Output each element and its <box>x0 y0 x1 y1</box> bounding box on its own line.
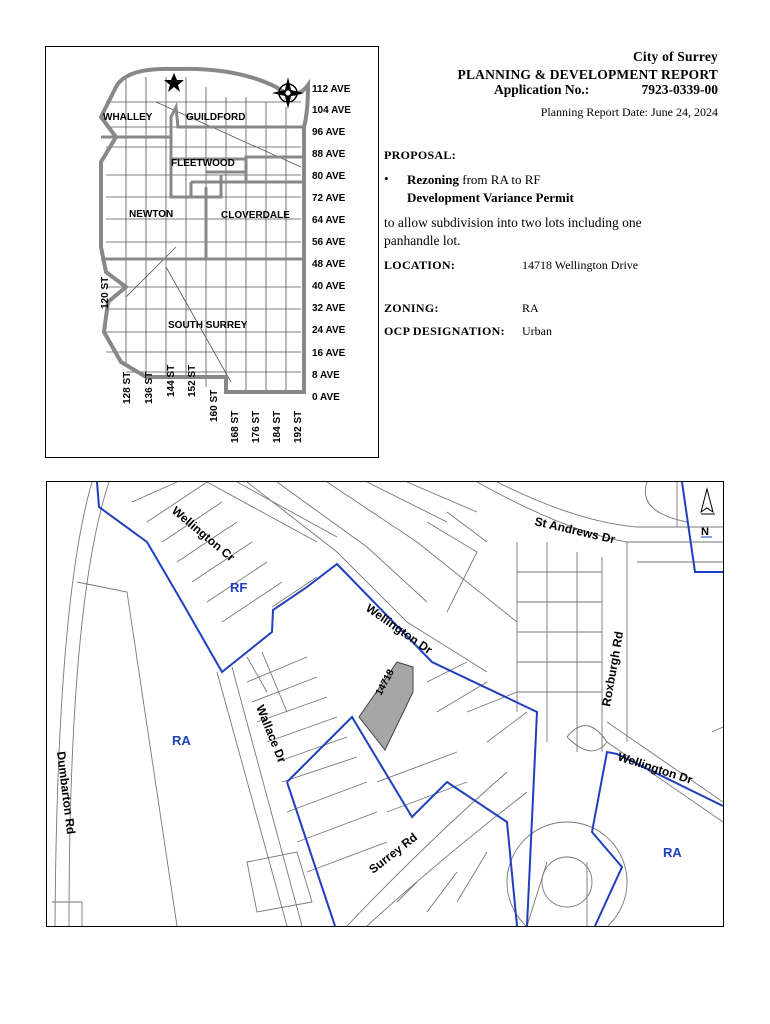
avenue-label: 8 AVE <box>312 370 340 381</box>
street-label-wellington-cr: Wellington Cr <box>169 503 238 565</box>
compass-icon <box>272 77 304 109</box>
report-date: Planning Report Date: June 24, 2024 <box>540 105 718 119</box>
area-label-whalley: WHALLEY <box>103 112 153 123</box>
street-label: 136 ST <box>144 371 155 404</box>
area-label-cloverdale: CLOVERDALE <box>221 210 290 221</box>
ocp-label: OCP DESIGNATION: <box>384 324 505 338</box>
avenue-label: 112 AVE <box>312 84 351 95</box>
area-boundaries <box>101 107 304 259</box>
north-arrow-icon <box>701 489 715 514</box>
subject-lot-number: 14718 <box>373 667 397 698</box>
proposal-item-rest: from RA to RF <box>459 172 541 187</box>
application-label: Application No.: <box>494 82 590 97</box>
street-label: 120 ST <box>100 276 111 309</box>
street-label-roxburgh-rd: Roxburgh Rd <box>599 630 627 708</box>
avenue-label: 40 AVE <box>312 281 346 292</box>
north-label: N <box>701 526 709 538</box>
proposal-item-bold: Rezoning <box>407 172 459 187</box>
street-label: 192 ST <box>293 410 304 443</box>
key-map-grid <box>106 77 301 392</box>
avenue-label: 24 AVE <box>312 325 346 336</box>
key-map-graphic <box>46 47 378 457</box>
zone-label-ra-east: RA <box>663 845 682 860</box>
avenue-label: 72 AVE <box>312 193 346 204</box>
proposal-item <box>407 171 574 189</box>
key-map <box>45 46 379 458</box>
street-label: 160 ST <box>209 389 220 422</box>
street-label-wellington-dr: Wellington Dr <box>363 600 436 658</box>
avenue-label: 64 AVE <box>312 215 346 226</box>
zone-label-rf: RF <box>230 580 248 595</box>
street-label: 144 ST <box>166 364 177 397</box>
star-icon <box>164 73 184 92</box>
org-name: City of Surrey <box>632 49 718 64</box>
area-label-guildford: GUILDFORD <box>186 112 246 123</box>
avenue-label: 96 AVE <box>312 127 346 138</box>
avenue-label: 0 AVE <box>312 392 340 403</box>
street-label: 184 ST <box>272 410 283 443</box>
area-label-south-surrey: SOUTH SURREY <box>168 320 248 331</box>
proposal-item-bold: Development Variance Permit <box>407 190 574 205</box>
street-label: 152 ST <box>187 364 198 397</box>
avenue-labels <box>312 84 351 403</box>
bullet-icon: • <box>384 171 389 186</box>
street-label-wallace-dr: Wallace Dr <box>253 702 290 765</box>
street-labels <box>100 277 304 443</box>
zoning-label: ZONING: <box>384 301 439 315</box>
proposal-item <box>407 189 574 207</box>
application-number: 7923-0339-00 <box>641 82 718 97</box>
area-label-fleetwood: FLEETWOOD <box>171 158 235 169</box>
proposal-list <box>407 171 574 207</box>
location-label: LOCATION: <box>384 258 456 272</box>
avenue-label: 88 AVE <box>312 149 346 160</box>
area-label-newton: NEWTON <box>129 209 174 220</box>
report-header <box>458 48 718 84</box>
report-title: PLANNING & DEVELOPMENT REPORT <box>457 67 718 82</box>
avenue-label: 80 AVE <box>312 171 346 182</box>
location-value: 14718 Wellington Drive <box>522 258 639 272</box>
zoning-value: RA <box>522 301 539 315</box>
street-label-st-andrews-dr: St Andrews Dr <box>533 514 617 547</box>
street-label-dumbarton-rd: Dumbarton Rd <box>54 750 79 836</box>
proposal-purpose: to allow subdivision into two lots including one panhandle lot. <box>384 215 642 248</box>
street-label: 176 ST <box>251 410 262 443</box>
avenue-label: 56 AVE <box>312 237 346 248</box>
street-label: 128 ST <box>122 371 133 404</box>
street-label: 168 ST <box>230 410 241 443</box>
zone-label-ra-west: RA <box>172 733 191 748</box>
avenue-label: 32 AVE <box>312 303 346 314</box>
avenue-label: 48 AVE <box>312 259 346 270</box>
site-map-graphic <box>47 482 723 926</box>
proposal-label: PROPOSAL: <box>384 148 457 162</box>
avenue-label: 104 AVE <box>312 105 351 116</box>
avenue-label: 16 AVE <box>312 348 346 359</box>
site-map <box>46 481 724 927</box>
ocp-value: Urban <box>522 324 552 338</box>
zoning-boundaries <box>97 482 723 926</box>
street-label-wellington-dr-east: Wellington Dr <box>616 749 695 787</box>
street-label-surrey-rd: Surrey Rd <box>366 830 421 877</box>
